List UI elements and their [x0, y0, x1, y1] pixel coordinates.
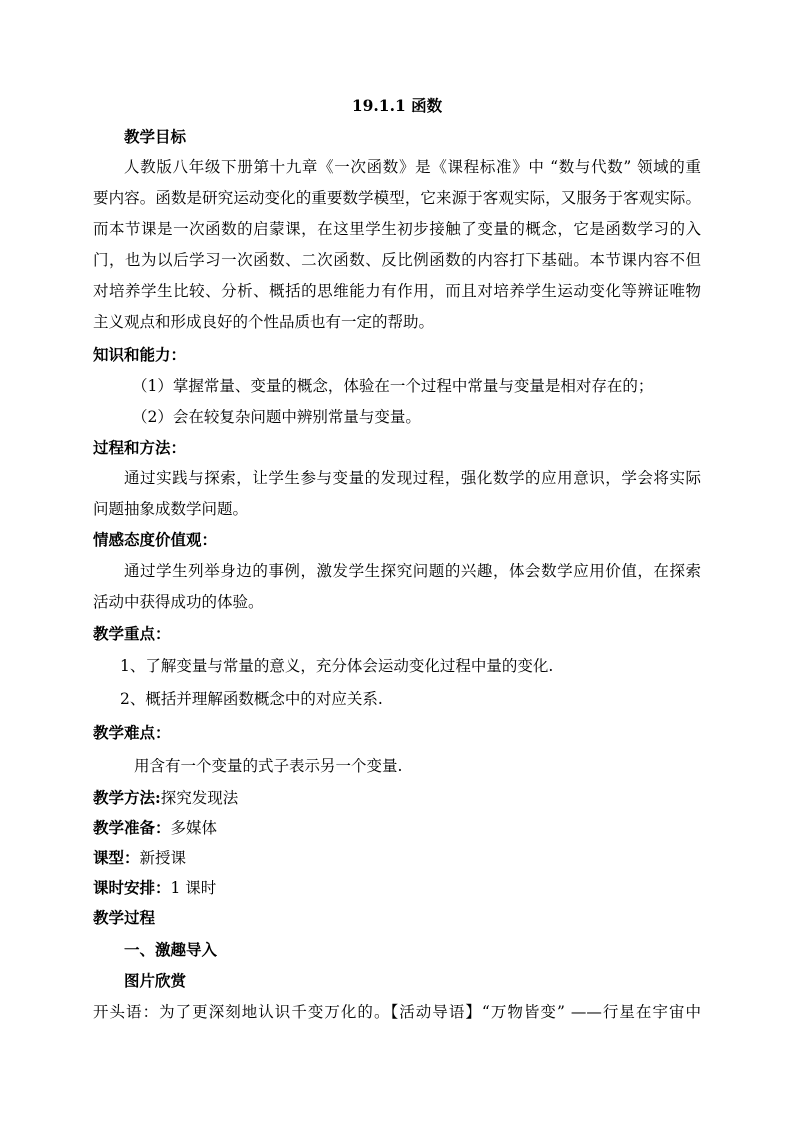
hours-label: 课时安排：: [93, 878, 171, 897]
emotion-heading: 情感态度价值观：: [93, 530, 218, 549]
prep-value: 多媒体: [170, 819, 218, 837]
hours-row: [93, 878, 701, 898]
key-item: 1、了解变量与常量的意义，充分体会运动变化过程中量的变化.: [120, 657, 554, 675]
process-line: 问题抽象成数学问题。: [93, 500, 249, 518]
objectives-heading: 教学目标: [124, 127, 187, 146]
key-heading: 教学重点：: [93, 624, 171, 643]
emotion-line: 通过学生列举身边的事例，激发学生探究问题的兴趣，体会数学应用价值，在探索: [124, 562, 701, 580]
method-label: 教学方法:: [93, 788, 161, 807]
prep-row: [93, 818, 701, 838]
page-title: 19.1.1 函数: [351, 96, 443, 115]
difficulty-heading: 教学难点：: [93, 723, 171, 742]
emotion-line: 活动中获得成功的体验。: [93, 593, 264, 611]
intro-line: 主义观点和形成良好的个性品质也有一定的帮助。: [93, 313, 435, 331]
knowledge-heading: 知识和能力：: [93, 345, 187, 364]
step1-heading: 一、激趣导入: [124, 940, 218, 959]
process-heading: 过程和方法：: [93, 438, 187, 457]
type-value: 新授课: [139, 849, 187, 867]
intro-line: 对培养学生比较、分析、概括的思维能力有作用，而且对培养学生运动变化等辨证唯物: [93, 282, 701, 300]
prep-label: 教学准备：: [93, 818, 171, 837]
hours-value: 1 课时: [170, 879, 217, 897]
opening-line: 开头语：为了更深刻地认识千变万化的。【活动导语】“万物皆变” ——行星在宇宙中: [93, 1003, 701, 1021]
intro-line: 人教版八年级下册第十九章《一次函数》是《课程标准》中 “数与代数” 领域的重: [124, 158, 701, 176]
process-line: 通过实践与探索，让学生参与变量的发现过程，强化数学的应用意识，学会将实际: [124, 469, 701, 487]
intro-line: 要内容。函数是研究运动变化的重要数学模型，它来源于客观实际，又服务于客观实际。: [93, 189, 701, 207]
knowledge-item: （2）会在较复杂问题中辨别常量与变量。: [132, 408, 421, 426]
type-label: 课型：: [93, 848, 140, 867]
intro-line: 而本节课是一次函数的启蒙课，在这里学生初步接触了变量的概念，它是函数学习的入: [93, 220, 701, 238]
intro-line: 门，也为以后学习一次函数、二次函数、反比例函数的内容打下基础。本节课内容不但: [93, 251, 701, 269]
method-value: 探究发现法: [160, 789, 239, 807]
step1-sub: 图片欣赏: [124, 971, 187, 990]
process-main-heading: 教学过程: [93, 908, 156, 927]
method-row: [93, 788, 701, 808]
key-item: 2、概括并理解函数概念中的对应关系.: [120, 690, 383, 708]
type-row: [93, 848, 701, 868]
difficulty-text: 用含有一个变量的式子表示另一个变量.: [134, 757, 403, 775]
knowledge-item: （1）掌握常量、变量的概念，体验在一个过程中常量与变量是相对存在的；: [132, 377, 654, 395]
